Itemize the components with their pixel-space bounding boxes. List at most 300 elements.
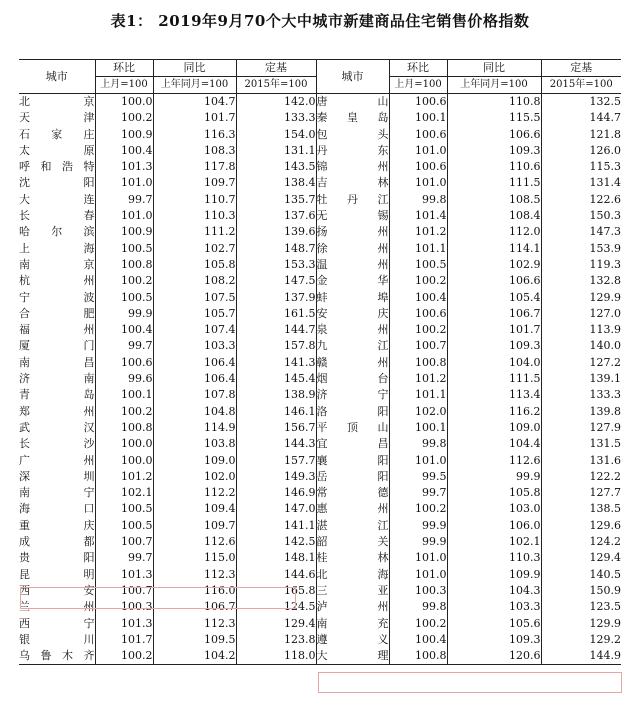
table-row [19,599,621,615]
yoy-cell: 104.0 [447,355,541,371]
city-cell: 大理 [316,648,389,665]
city-cell: 广州 [19,453,95,467]
mom-cell: 99.9 [389,518,447,534]
base-cell: 131.4 [541,175,621,191]
city-cell: 九江 [316,338,389,354]
yoy-cell: 102.9 [447,257,541,273]
base-cell: 124.2 [541,534,621,550]
mom-cell: 101.1 [389,241,447,257]
base-cell: 113.9 [541,322,621,338]
yoy-cell: 109.3 [447,632,541,648]
base-cell: 139.1 [541,371,621,387]
mom-cell: 100.2 [95,110,153,126]
city-cell: 成都 [19,535,95,549]
yoy-cell: 105.8 [153,257,236,273]
base-cell: 124.5 [236,599,316,615]
table-row [19,127,621,143]
base-cell: 137.6 [236,208,316,224]
table-body [19,94,621,665]
city-cell: 青岛 [19,388,95,402]
mom-cell: 101.0 [389,550,447,566]
city-cell: 乌鲁木齐 [19,648,95,665]
city-cell: 赣州 [316,355,389,371]
city-cell: 洛阳 [316,404,389,420]
table-row [19,518,621,534]
yoy-cell: 111.5 [447,175,541,191]
mom-cell: 100.7 [95,583,153,599]
mom-cell: 100.4 [95,143,153,159]
base-cell: 129.4 [236,616,316,632]
base-cell: 129.4 [541,550,621,566]
city-cell: 郑州 [19,404,95,418]
table-row [19,404,621,420]
mom-cell: 100.0 [95,436,153,452]
yoy-cell: 106.6 [447,273,541,289]
mom-cell: 99.7 [95,338,153,354]
yoy-cell: 101.7 [447,322,541,338]
base-cell: 141.1 [236,518,316,534]
city-cell: 遵义 [316,632,389,648]
city-cell: 宜昌 [316,436,389,452]
table-row [19,143,621,159]
yoy-cell: 116.3 [153,127,236,143]
base-cell: 146.9 [236,485,316,501]
base-cell: 147.5 [236,273,316,289]
city-cell: 吉林 [316,175,389,191]
city-cell: 丹东 [316,143,389,159]
yoy-cell: 116.2 [447,404,541,420]
yoy-cell: 107.5 [153,290,236,306]
table-row [19,110,621,126]
city-cell: 海口 [19,502,95,516]
base-subheader: 2015年=100 [541,77,621,94]
mom-cell: 100.6 [389,306,447,322]
city-cell: 蚌埠 [316,290,389,306]
city-cell: 南昌 [19,355,95,369]
mom-cell: 100.0 [95,94,153,111]
city-cell: 温州 [316,257,389,273]
mom-cell: 100.6 [389,94,447,111]
table-row [19,208,621,224]
mom-cell: 100.2 [389,616,447,632]
base-cell: 140.0 [541,338,621,354]
mom-cell: 99.8 [389,192,447,208]
yoy-cell: 110.7 [153,192,236,208]
base-cell: 131.5 [541,436,621,452]
mom-cell: 99.7 [95,192,153,208]
base-cell: 138.9 [236,387,316,403]
table-row [19,534,621,550]
city-cell: 常德 [316,485,389,501]
base-cell: 129.9 [541,290,621,306]
base-cell: 123.5 [541,599,621,615]
mom-cell: 101.0 [389,567,447,583]
base-cell: 119.3 [541,257,621,273]
base-cell: 127.7 [541,485,621,501]
yoy-cell: 115.5 [447,110,541,126]
base-cell: 118.0 [236,648,316,665]
city-cell: 武汉 [19,420,95,434]
table-row [19,616,621,632]
city-cell: 扬州 [316,224,389,240]
yoy-cell: 109.7 [153,175,236,191]
city-cell: 南宁 [19,486,95,500]
mom-cell: 100.2 [95,404,153,420]
base-cell: 143.5 [236,159,316,175]
yoy-cell: 103.3 [447,599,541,615]
yoy-cell: 109.0 [447,420,541,436]
yoy-cell: 105.6 [447,616,541,632]
city-cell: 银川 [19,632,95,646]
city-cell: 宁波 [19,290,95,304]
city-cell: 呼和浩特 [19,160,95,174]
city-cell: 岳阳 [316,469,389,485]
city-cell: 上海 [19,241,95,255]
base-subheader: 2015年=100 [236,77,316,94]
city-cell: 三亚 [316,583,389,599]
base-cell: 148.1 [236,550,316,566]
city-cell: 贵阳 [19,551,95,565]
city-cell: 泉州 [316,322,389,338]
table-row [19,338,621,354]
table-row [19,355,621,371]
table-row [19,175,621,191]
city-cell: 重庆 [19,518,95,532]
mom-cell: 101.3 [95,567,153,583]
city-cell: 沈阳 [19,176,95,190]
city-cell: 南充 [316,616,389,632]
yoy-header: 同比 [447,60,541,77]
yoy-cell: 102.1 [447,534,541,550]
base-cell: 121.8 [541,127,621,143]
mom-cell: 100.6 [389,159,447,175]
yoy-cell: 112.3 [153,567,236,583]
yoy-cell: 109.9 [447,567,541,583]
base-cell: 150.9 [541,583,621,599]
base-cell: 156.7 [236,420,316,436]
base-cell: 123.8 [236,632,316,648]
table-row [19,290,621,306]
city-cell: 济宁 [316,387,389,403]
mom-cell: 100.7 [389,338,447,354]
yoy-subheader: 上年同月=100 [447,77,541,94]
mom-cell: 100.5 [95,501,153,517]
city-cell: 长春 [19,209,95,223]
highlight-box-dali [318,672,622,693]
mom-cell: 100.1 [389,110,447,126]
mom-cell: 100.2 [389,273,447,289]
yoy-cell: 106.4 [153,371,236,387]
base-cell: 144.6 [236,567,316,583]
base-cell: 122.6 [541,192,621,208]
mom-cell: 100.3 [95,599,153,615]
yoy-cell: 112.3 [153,616,236,632]
yoy-cell: 112.6 [153,534,236,550]
mom-cell: 100.8 [389,648,447,665]
base-cell: 157.8 [236,338,316,354]
base-cell: 147.3 [541,224,621,240]
city-cell: 福州 [19,323,95,337]
base-cell: 131.1 [236,143,316,159]
base-cell: 126.0 [541,143,621,159]
mom-cell: 99.7 [95,550,153,566]
city-cell: 牡丹江 [316,192,389,208]
city-cell: 合肥 [19,306,95,320]
yoy-cell: 104.8 [153,404,236,420]
yoy-cell: 110.6 [447,159,541,175]
mom-cell: 101.1 [389,387,447,403]
mom-cell: 100.2 [389,501,447,517]
city-header: 城市 [19,60,95,94]
table-row [19,224,621,240]
yoy-cell: 103.3 [153,338,236,354]
base-cell: 144.7 [236,322,316,338]
base-cell: 142.5 [236,534,316,550]
yoy-cell: 106.6 [447,127,541,143]
yoy-cell: 106.7 [447,306,541,322]
city-cell: 襄阳 [316,453,389,469]
yoy-cell: 117.8 [153,159,236,175]
table-row [19,192,621,208]
mom-cell: 100.5 [95,518,153,534]
base-cell: 144.9 [541,648,621,665]
table-row [19,485,621,501]
base-cell: 139.8 [541,404,621,420]
yoy-cell: 107.8 [153,387,236,403]
mom-header: 环比 [389,60,447,77]
yoy-cell: 109.5 [153,632,236,648]
city-cell: 济南 [19,372,95,386]
city-cell: 韶关 [316,534,389,550]
yoy-cell: 106.4 [153,355,236,371]
city-cell: 昆明 [19,567,95,581]
table-row [19,501,621,517]
yoy-cell: 113.4 [447,387,541,403]
city-cell: 西宁 [19,616,95,630]
city-cell: 平顶山 [316,420,389,436]
yoy-cell: 108.2 [153,273,236,289]
table-row [19,453,621,469]
base-cell: 133.3 [541,387,621,403]
table-row [19,371,621,387]
city-cell: 长沙 [19,437,95,451]
mom-cell: 100.5 [95,290,153,306]
yoy-cell: 105.7 [153,306,236,322]
mom-cell: 100.0 [95,453,153,469]
city-cell: 西安 [19,583,95,597]
base-cell: 150.3 [541,208,621,224]
mom-cell: 100.2 [95,648,153,665]
city-cell: 杭州 [19,274,95,288]
city-cell: 北海 [316,567,389,583]
city-header: 城市 [316,60,389,94]
footer-caption [0,708,640,717]
yoy-cell: 109.0 [153,453,236,469]
mom-cell: 101.0 [389,453,447,469]
mom-cell: 100.1 [389,420,447,436]
yoy-cell: 105.8 [447,485,541,501]
mom-cell: 100.1 [95,387,153,403]
city-cell: 泸州 [316,599,389,615]
yoy-cell: 109.7 [153,518,236,534]
table-row [19,583,621,599]
city-cell: 惠州 [316,501,389,517]
city-cell: 安庆 [316,306,389,322]
base-cell: 157.7 [236,453,316,469]
city-cell: 南京 [19,257,95,271]
city-cell: 徐州 [316,241,389,257]
mom-cell: 100.4 [389,632,447,648]
yoy-cell: 112.2 [153,485,236,501]
mom-cell: 100.9 [95,224,153,240]
base-header: 定基 [541,60,621,77]
city-cell: 天津 [19,111,95,125]
price-index-table [19,59,621,665]
table-title: 表1： 2019年9月70个大中城市新建商品住宅销售价格指数 [110,12,530,30]
base-cell: 147.0 [236,501,316,517]
yoy-cell: 104.4 [447,436,541,452]
yoy-cell: 102.7 [153,241,236,257]
mom-cell: 101.0 [95,175,153,191]
table-row [19,469,621,485]
base-cell: 132.8 [541,273,621,289]
yoy-cell: 110.8 [447,94,541,111]
mom-cell: 102.1 [95,485,153,501]
table-row [19,436,621,452]
table-row [19,550,621,566]
base-cell: 133.3 [236,110,316,126]
base-cell: 127.2 [541,355,621,371]
base-cell: 161.5 [236,306,316,322]
mom-cell: 99.8 [389,436,447,452]
yoy-cell: 112.6 [447,453,541,469]
yoy-cell: 104.7 [153,94,236,111]
mom-cell: 100.8 [95,420,153,436]
mom-cell: 99.6 [95,371,153,387]
base-cell: 144.3 [236,436,316,452]
mom-cell: 101.3 [95,159,153,175]
mom-cell: 102.0 [389,404,447,420]
city-cell: 湛江 [316,518,389,534]
mom-subheader: 上月=100 [389,77,447,94]
city-cell: 大连 [19,192,95,206]
city-cell: 石家庄 [19,127,95,141]
mom-cell: 99.5 [389,469,447,485]
yoy-subheader: 上年同月=100 [153,77,236,94]
table-row [19,648,621,665]
city-cell: 锦州 [316,159,389,175]
mom-subheader: 上月=100 [95,77,153,94]
table-row [19,241,621,257]
yoy-cell: 106.0 [447,518,541,534]
mom-cell: 100.6 [95,355,153,371]
table-row [19,273,621,289]
mom-cell: 100.4 [389,290,447,306]
mom-cell: 100.4 [95,322,153,338]
mom-cell: 101.0 [95,208,153,224]
mom-cell: 101.0 [389,175,447,191]
base-cell: 137.9 [236,290,316,306]
table-row [19,420,621,436]
city-cell: 烟台 [316,371,389,387]
city-cell: 太原 [19,143,95,157]
base-cell: 138.4 [236,175,316,191]
yoy-cell: 111.5 [447,371,541,387]
base-cell: 135.7 [236,192,316,208]
table-row [19,322,621,338]
table-row [19,159,621,175]
table-row [19,632,621,648]
yoy-cell: 102.0 [153,469,236,485]
base-cell: 131.6 [541,453,621,469]
base-cell: 154.0 [236,127,316,143]
base-cell: 145.4 [236,371,316,387]
yoy-cell: 108.3 [153,143,236,159]
yoy-cell: 115.0 [153,550,236,566]
base-cell: 144.7 [541,110,621,126]
yoy-cell: 103.0 [447,501,541,517]
city-cell: 唐山 [316,94,389,111]
yoy-cell: 107.4 [153,322,236,338]
yoy-cell: 108.4 [447,208,541,224]
base-cell: 140.5 [541,567,621,583]
mom-cell: 101.2 [95,469,153,485]
base-cell: 142.0 [236,94,316,111]
city-cell: 厦门 [19,339,95,353]
mom-header: 环比 [95,60,153,77]
mom-cell: 99.8 [389,599,447,615]
yoy-cell: 114.9 [153,420,236,436]
base-cell: 115.3 [541,159,621,175]
base-cell: 165.8 [236,583,316,599]
mom-cell: 100.5 [389,257,447,273]
city-cell: 深圳 [19,469,95,483]
city-cell: 金华 [316,273,389,289]
mom-cell: 100.2 [95,273,153,289]
city-cell: 包头 [316,127,389,143]
mom-cell: 100.7 [95,534,153,550]
yoy-cell: 114.1 [447,241,541,257]
yoy-cell: 103.8 [153,436,236,452]
yoy-cell: 104.2 [153,648,236,665]
yoy-cell: 109.3 [447,143,541,159]
mom-cell: 99.7 [389,485,447,501]
mom-cell: 100.5 [95,241,153,257]
city-cell: 秦皇岛 [316,110,389,126]
mom-cell: 101.0 [389,143,447,159]
mom-cell: 101.2 [389,224,447,240]
mom-cell: 100.9 [95,127,153,143]
mom-cell: 101.3 [95,616,153,632]
city-cell: 哈尔滨 [19,225,95,239]
city-cell: 兰州 [19,600,95,614]
table-row [19,94,621,111]
yoy-cell: 109.4 [153,501,236,517]
yoy-cell: 110.3 [447,550,541,566]
base-cell: 148.7 [236,241,316,257]
base-cell: 153.3 [236,257,316,273]
base-cell: 129.9 [541,616,621,632]
yoy-cell: 104.3 [447,583,541,599]
city-cell: 北京 [19,95,95,108]
yoy-cell: 106.7 [153,599,236,615]
mom-cell: 100.3 [389,583,447,599]
yoy-cell: 110.3 [153,208,236,224]
yoy-header: 同比 [153,60,236,77]
mom-cell: 101.2 [389,371,447,387]
yoy-cell: 108.5 [447,192,541,208]
base-cell: 146.1 [236,404,316,420]
